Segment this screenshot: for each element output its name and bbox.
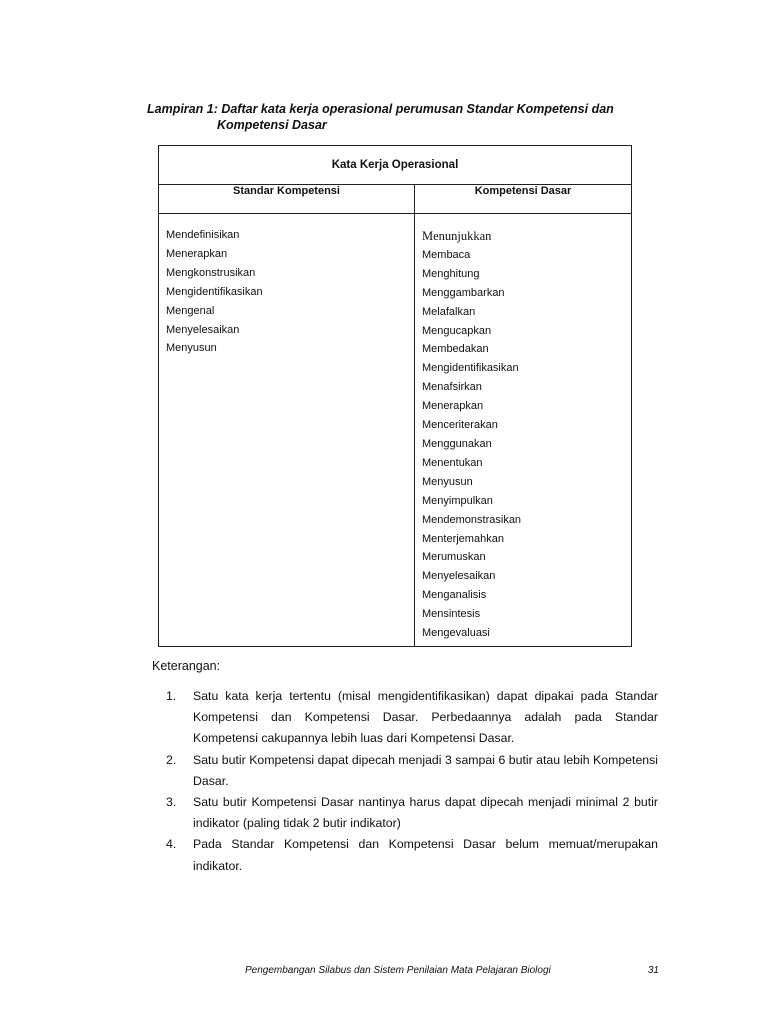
list-item: Mengidentifikasikan bbox=[166, 285, 263, 298]
list-item: Menyimpulkan bbox=[422, 494, 493, 507]
list-item: Menerapkan bbox=[422, 400, 484, 413]
list-item: Menyelesaikan bbox=[422, 570, 496, 583]
list-item: Menunjukkan bbox=[422, 229, 492, 243]
list-item: Melafalkan bbox=[422, 305, 476, 318]
list-item: Menerapkan bbox=[166, 247, 228, 260]
column-divider bbox=[414, 184, 415, 646]
list-item: Menghitung bbox=[422, 267, 480, 280]
list-item: Mendemonstrasikan bbox=[422, 513, 522, 526]
col1-header: Standar Kompetensi bbox=[233, 185, 340, 197]
list-item: Mengucapkan bbox=[422, 324, 492, 337]
table-subheader-row bbox=[159, 184, 631, 214]
footer-text: Pengembangan Silabus dan Sistem Penilaian Mata Pelajaran Biologi bbox=[245, 965, 551, 976]
page-footer bbox=[245, 965, 659, 976]
note-item bbox=[166, 792, 658, 834]
list-item: Membedakan bbox=[422, 343, 489, 356]
note-text: Satu kata kerja tertentu (misal mengidentifikasikan) dapat dipakai pada Standar Kompetensi dan Kompetensi Dasar. Perbedaannya adalah pada Standar Kompetensi cakupannya lebih luas dari Kompetensi Dasar. bbox=[193, 689, 658, 746]
list-item: Merumuskan bbox=[422, 551, 486, 564]
note-number: 1. bbox=[166, 689, 177, 703]
list-item: Mengenal bbox=[166, 304, 215, 317]
list-item: Mendefinisikan bbox=[166, 229, 240, 241]
note-number: 4. bbox=[166, 837, 177, 852]
list-item: Menyusun bbox=[422, 475, 473, 488]
note-item bbox=[166, 834, 658, 876]
list-item: Menentukan bbox=[422, 456, 483, 469]
kompetensi-dasar-list bbox=[422, 227, 627, 643]
list-item: Menceriterakan bbox=[422, 419, 498, 432]
caption-line2: Kompetensi Dasar bbox=[217, 118, 327, 132]
list-item: Menyelesaikan bbox=[166, 323, 240, 336]
note-text: Satu butir Kompetensi Dasar nantinya harus dapat dipecah menjadi minimal 2 butir indikator (paling tidak 2 butir indikator) bbox=[193, 795, 658, 831]
list-item: Mengkonstrusikan bbox=[166, 266, 256, 279]
caption-label: Lampiran 1 bbox=[147, 102, 214, 116]
list-item: Menafsirkan bbox=[422, 381, 482, 394]
note-text: Satu butir Kompetensi dapat dipecah menjadi 3 sampai 6 butir atau lebih Kompetensi Dasar. bbox=[193, 752, 658, 788]
standar-kompetensi-list bbox=[166, 226, 406, 358]
list-item: Membaca bbox=[422, 248, 471, 261]
note-item bbox=[166, 686, 658, 750]
note-item bbox=[166, 750, 658, 792]
list-item: Mengidentifikasikan bbox=[422, 362, 519, 375]
caption-line1: : Daftar kata kerja operasional perumusan Standar Kompetensi dan bbox=[213, 102, 614, 116]
notes-title: Keterangan: bbox=[152, 659, 221, 673]
note-number: 2. bbox=[166, 752, 177, 767]
list-item: Mensintesis bbox=[422, 608, 481, 621]
list-item: Mengevaluasi bbox=[422, 627, 490, 640]
list-item: Menggambarkan bbox=[422, 286, 505, 299]
note-text: Pada Standar Kompetensi dan Kompetensi Dasar belum memuat/merupakan indikator. bbox=[193, 837, 658, 873]
list-item: Menyusun bbox=[166, 342, 217, 355]
list-item: Menterjemahkan bbox=[422, 532, 504, 545]
page-caption bbox=[147, 101, 667, 133]
col2-header: Kompetensi Dasar bbox=[474, 185, 572, 197]
note-number: 3. bbox=[166, 795, 177, 810]
table-header: Kata Kerja Operasional bbox=[159, 146, 631, 185]
list-item: Menganalisis bbox=[422, 589, 487, 602]
page-number: 31 bbox=[647, 965, 659, 976]
list-item: Menggunakan bbox=[422, 437, 492, 450]
notes-list bbox=[166, 686, 658, 877]
verb-table bbox=[158, 145, 632, 647]
